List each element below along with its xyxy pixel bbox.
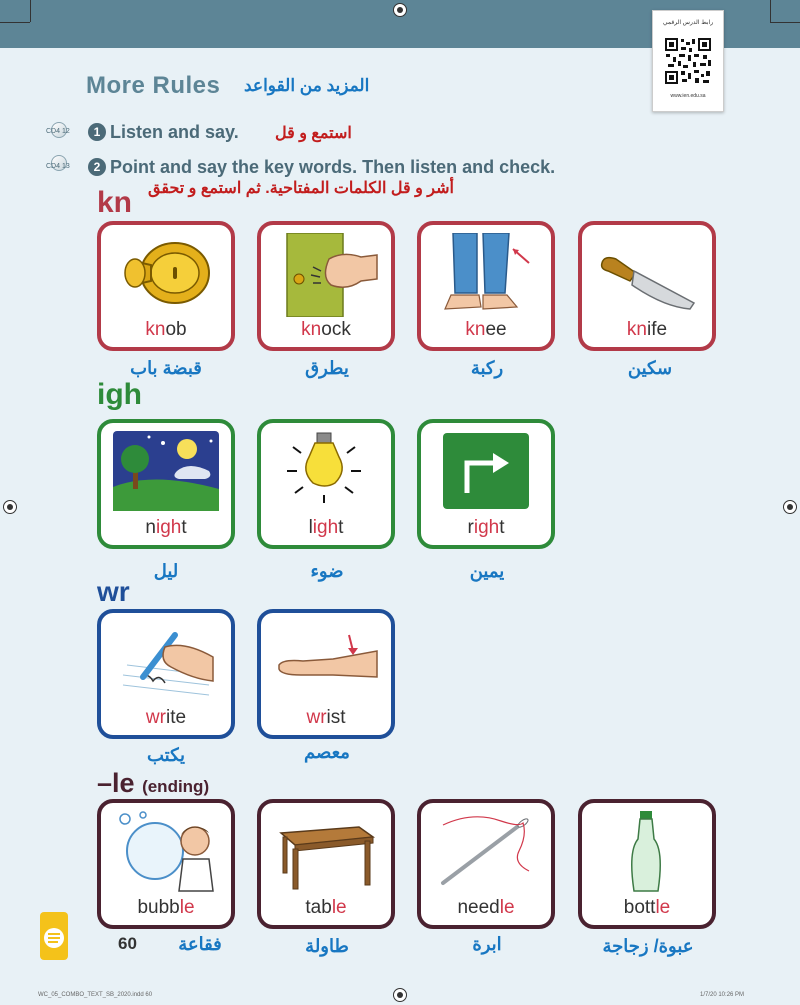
instruction-number: 1 <box>88 123 106 141</box>
registration-mark-icon <box>393 988 407 1002</box>
word-card-knee[interactable] <box>417 221 555 351</box>
card-word <box>261 517 391 539</box>
card-arabic: ضوء <box>310 561 344 581</box>
qr-code-icon[interactable] <box>664 37 712 85</box>
highlight-letters: kn <box>626 319 647 340</box>
cd-track-label: CD4 13 <box>46 163 70 170</box>
crop-mark <box>770 0 771 22</box>
word-rest: n <box>145 517 156 538</box>
highlight-letters: kn <box>145 319 166 340</box>
qr-code-panel[interactable] <box>652 10 724 112</box>
highlight-letters: igh <box>312 517 339 538</box>
instruction-number: 2 <box>88 158 106 176</box>
bubble-boy-icon <box>113 811 219 895</box>
page-title: More Rules <box>86 72 221 99</box>
card-word <box>421 517 551 539</box>
card-word <box>101 897 231 919</box>
instruction-2 <box>88 157 555 178</box>
group-label-wr: wr <box>97 576 130 607</box>
word-card-right[interactable] <box>417 419 555 549</box>
word-rest: t <box>181 517 187 538</box>
doorknob-icon <box>113 233 219 317</box>
word-card-knock[interactable] <box>257 221 395 351</box>
card-word <box>261 897 391 919</box>
highlight-letters: wr <box>306 707 327 728</box>
word-rest: bott <box>623 897 656 918</box>
highlight-letters: le <box>499 897 515 918</box>
crop-mark <box>770 22 800 23</box>
footer-timestamp: 1/7/20 10:26 PM <box>700 992 745 998</box>
card-word <box>261 319 391 341</box>
card-word <box>421 319 551 341</box>
highlight-letters: igh <box>473 517 500 538</box>
page-title-arabic: المزيد من القواعد <box>244 76 370 95</box>
card-arabic: سكين <box>627 358 673 378</box>
word-rest: r <box>467 517 474 538</box>
writing-hand-icon <box>113 621 219 705</box>
word-card-night[interactable] <box>97 419 235 549</box>
crop-mark <box>0 22 30 23</box>
word-rest: tab <box>305 897 332 918</box>
card-arabic: معصم <box>304 742 350 762</box>
word-card-bottle[interactable] <box>578 799 716 929</box>
word-rest: ock <box>321 319 351 340</box>
wrist-icon <box>273 621 379 705</box>
group-label-sub: (ending) <box>142 777 210 796</box>
registration-mark-icon <box>393 3 407 17</box>
card-arabic: فقاعة <box>178 934 222 954</box>
highlight-letters: wr <box>145 707 166 728</box>
word-rest: ob <box>165 319 187 340</box>
card-word <box>261 707 391 729</box>
word-rest: ee <box>485 319 507 340</box>
word-card-light[interactable] <box>257 419 395 549</box>
word-rest: l <box>308 517 313 538</box>
highlight-letters: le <box>655 897 671 918</box>
card-word <box>582 319 712 341</box>
cd-track-label: CD4 12 <box>46 128 70 135</box>
registration-mark-icon <box>783 500 797 514</box>
group-label-igh: igh <box>97 378 142 411</box>
word-rest: ife <box>647 319 668 340</box>
word-card-needle[interactable] <box>417 799 555 929</box>
word-rest: ist <box>326 707 346 728</box>
card-arabic: طاولة <box>305 936 349 956</box>
card-arabic: يمين <box>469 561 505 581</box>
crop-mark <box>30 0 31 22</box>
group-label-kn: kn <box>97 186 133 219</box>
footer-file-slug: WC_05_COMBO_TEXT_SB_2020.indd 60 <box>38 992 153 998</box>
word-card-write[interactable] <box>97 609 235 739</box>
highlight-letters: le <box>179 897 195 918</box>
knee-legs-icon <box>433 233 539 317</box>
night-scene-icon <box>113 431 219 515</box>
card-word <box>101 707 231 729</box>
instruction-text: Point and say the key words. Then listen and check. <box>110 157 556 177</box>
needle-icon <box>433 811 539 895</box>
highlight-letters: kn <box>301 319 322 340</box>
card-word <box>101 319 231 341</box>
light-bulb-icon <box>273 431 379 515</box>
group-label-le <box>97 768 209 799</box>
group-label-text: –le <box>97 768 135 798</box>
table-icon <box>273 811 379 895</box>
knocking-hand-icon <box>273 233 379 317</box>
card-arabic: يكتب <box>146 745 186 765</box>
card-arabic: قبضة باب <box>130 358 202 378</box>
registration-mark-icon <box>3 500 17 514</box>
word-rest: need <box>457 897 500 918</box>
page-number: 60 <box>118 934 137 953</box>
word-card-table[interactable] <box>257 799 395 929</box>
instruction-1-arabic: استمع و قل <box>275 125 352 142</box>
word-card-wrist[interactable] <box>257 609 395 739</box>
right-arrow-sign-icon <box>433 431 539 515</box>
word-rest: ite <box>165 707 187 728</box>
qr-caption: رابط الدرس الرقمي <box>662 20 714 26</box>
word-rest: bubb <box>137 897 180 918</box>
card-arabic: ابرة <box>472 934 502 954</box>
instruction-2-arabic: أشر و قل الكلمات المفتاحية. ثم استمع و تحقق <box>148 180 454 197</box>
card-word <box>582 897 712 919</box>
card-arabic: ركبة <box>470 358 504 378</box>
card-arabic: يطرق <box>305 358 349 378</box>
card-word <box>421 897 551 919</box>
instruction-1 <box>88 122 239 143</box>
card-arabic: ليل <box>153 561 179 581</box>
logo-mark-icon <box>40 912 68 960</box>
publisher-logo-icon <box>40 912 68 960</box>
word-card-bubble[interactable] <box>97 799 235 929</box>
qr-url: www.ien.edu.sa <box>670 93 706 99</box>
instruction-text: Listen and say. <box>110 122 239 142</box>
word-rest: t <box>338 517 344 538</box>
bottle-icon <box>594 811 700 895</box>
card-arabic: عبوة/ زجاجة <box>602 936 694 956</box>
word-card-knob[interactable] <box>97 221 235 351</box>
highlight-letters: igh <box>155 517 182 538</box>
word-rest: t <box>499 517 505 538</box>
word-card-knife[interactable] <box>578 221 716 351</box>
highlight-letters: kn <box>465 319 486 340</box>
card-word <box>101 517 231 539</box>
highlight-letters: le <box>331 897 347 918</box>
knife-icon <box>594 233 700 317</box>
